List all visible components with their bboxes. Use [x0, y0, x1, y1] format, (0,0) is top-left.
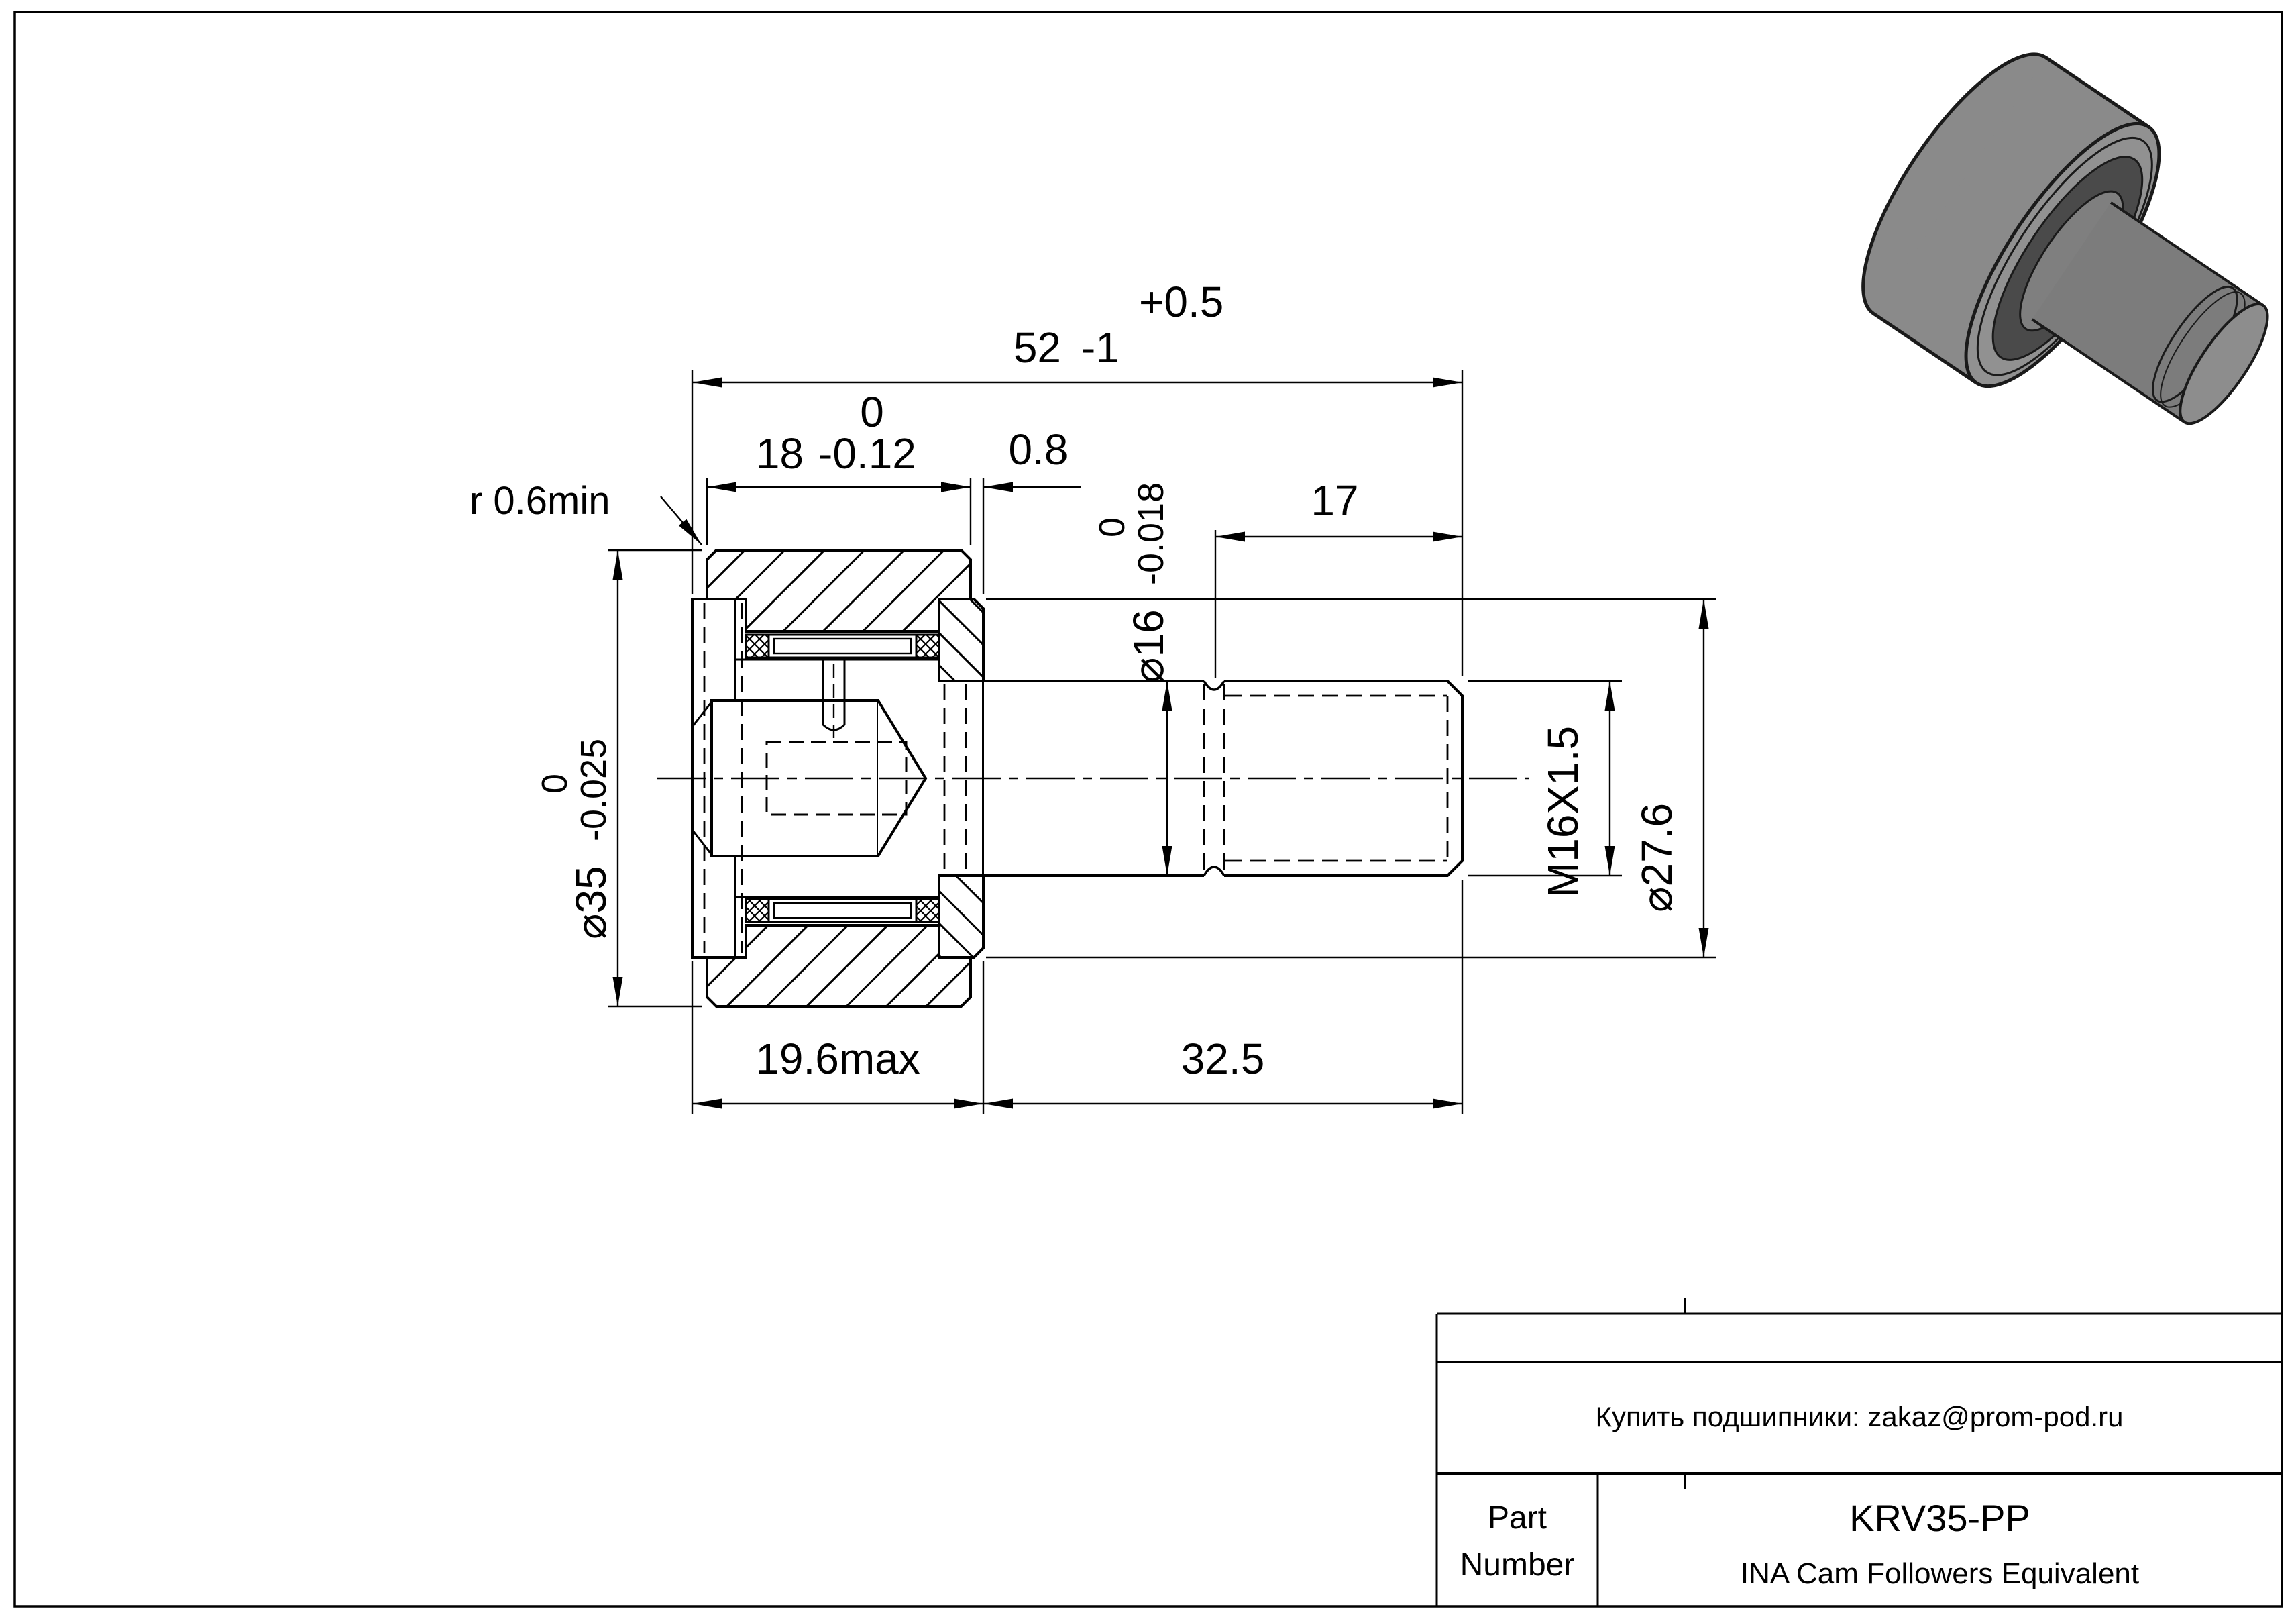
outer-ring-bottom: [707, 925, 971, 1006]
label-dia276: ⌀27.6: [1633, 802, 1681, 912]
label-52: 52: [1013, 323, 1061, 372]
label-dia35-upper: 0: [535, 773, 575, 794]
seal-left-top: [746, 635, 769, 658]
label-m16-group: [1539, 726, 1587, 898]
label-18-lower: -0.12: [818, 429, 916, 478]
label-52-upper: +0.5: [1139, 278, 1224, 326]
leader-r06: [661, 496, 702, 545]
label-dia35-lower: -0.025: [573, 738, 614, 841]
part-label-1: Part: [1487, 1500, 1547, 1536]
seal-left-bottom: [746, 899, 769, 922]
label-dia35: ⌀35: [567, 866, 615, 939]
flange-bottom: [939, 876, 983, 957]
label-17: 17: [1311, 476, 1359, 525]
label-18-upper: 0: [860, 388, 884, 436]
label-dia16-upper: 0: [1092, 517, 1132, 538]
label-dia35-group: [535, 739, 615, 939]
label-52-lower: -1: [1081, 323, 1119, 372]
part-description: INA Cam Followers Equivalent: [1740, 1557, 2140, 1590]
label-r06: r 0.6min: [470, 479, 610, 523]
label-dia16-lower: -0.018: [1131, 482, 1171, 585]
part-label-2: Number: [1460, 1547, 1575, 1583]
label-325: 32.5: [1181, 1035, 1265, 1083]
part-number: KRV35-PP: [1849, 1497, 2030, 1539]
label-18: 18: [755, 429, 804, 478]
outer-ring-top: [707, 550, 971, 631]
seal-right-bottom: [916, 899, 939, 922]
title-block-text: [1460, 1401, 2139, 1590]
cage-bottom: [774, 903, 911, 918]
label-dia16: ⌀16: [1124, 609, 1172, 683]
three-d-render: [1830, 28, 2296, 505]
label-m16: M16X1.5: [1539, 725, 1587, 898]
label-dia16-group: [1092, 482, 1172, 683]
label-08: 0.8: [1008, 425, 1069, 474]
seal-right-top: [916, 635, 939, 658]
label-dia276-group: [1633, 803, 1681, 912]
cage-top: [774, 639, 911, 653]
label-196: 19.6max: [755, 1035, 920, 1083]
flange-top: [939, 599, 983, 681]
supplier-note: Купить подшипники: zakaz@prom-pod.ru: [1595, 1401, 2124, 1432]
